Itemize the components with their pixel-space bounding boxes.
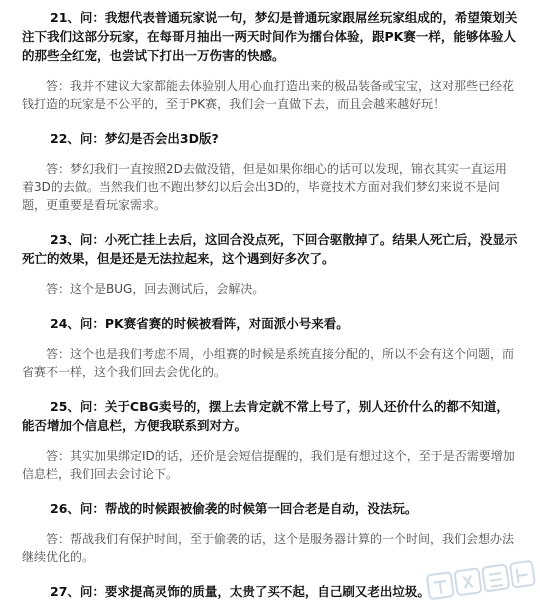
question-26: 26、问：帮战的时候跟被偷袭的时候第一回合老是自动，没法玩。 <box>50 501 418 516</box>
answer-24: 答：这个也是我们考虑不周，小组赛的时候是系统直接分配的，所以不会有这个问题，而省赛不一样，这个我们回去会优化的。 <box>22 347 515 379</box>
question-23: 23、问：小死亡挂上去后，这回合没点死，下回合驱散掉了。结果人死亡后，没显示死亡的效果，但是还是无法拉起来，这个遇到好多次了。 <box>22 232 518 266</box>
question-25: 25、问：关于CBG卖号的，摆上去肯定就不常上号了，别人还价什么的都不知道，能否增加个信息栏，方便我联系到对方。 <box>22 399 509 433</box>
answer-22: 答：梦幻我们一直按照2D去做没错，但是如果你细心的话可以发现，锦衣其实一直运用着3D的去做。当然我们也不跑出梦幻以后会出3D的，毕竟技术方面对我们梦幻来说不是问题，更重要是看玩家需求。 <box>22 162 507 212</box>
qa-item-23 <box>22 230 518 314</box>
question-27: 27、问：要求提高灵饰的质量，太贵了买不起，自己刷又老出垃圾。 <box>50 584 430 599</box>
answer-23: 答：这个是BUG，回去测试后，会解决。 <box>46 282 265 296</box>
question-22: 22、问：梦幻是否会出3D版? <box>50 131 219 146</box>
answer-26: 答：帮战我们有保护时间，至于偷袭的话，这个是服务器计算的一个时间，我们会想办法继续优化的。 <box>22 532 515 564</box>
qa-item-24 <box>22 314 518 397</box>
qa-item-22 <box>22 129 518 230</box>
qa-item-21 <box>22 8 518 129</box>
answer-21: 答：我并不建议大家都能去体验别人用心血打造出来的极品装备或宝宝，这对那些已经花钱打造的玩家是不公平的，至于PK赛，我们会一直做下去，而且会越来越好玩！ <box>22 79 515 111</box>
answer-25: 答：其实加果绑定ID的话，还价是会短信提醒的，我们是有想过这个，至于是否需要增加信息栏，我们回去会讨论下。 <box>22 449 515 481</box>
qa-item-25 <box>22 397 518 499</box>
question-21: 21、问：我想代表普通玩家说一句，梦幻是普通玩家跟屌丝玩家组成的，希望策划关注下我们这部分玩家，在每哥月抽出一两天时间作为擂台体验，跟PK赛一样，能够体验人的那些全红宠，也尝试下打出一万伤害的快感。 <box>22 10 518 63</box>
question-24: 24、问：PK赛省赛的时候被看阵，对面派小号来看。 <box>50 316 349 331</box>
